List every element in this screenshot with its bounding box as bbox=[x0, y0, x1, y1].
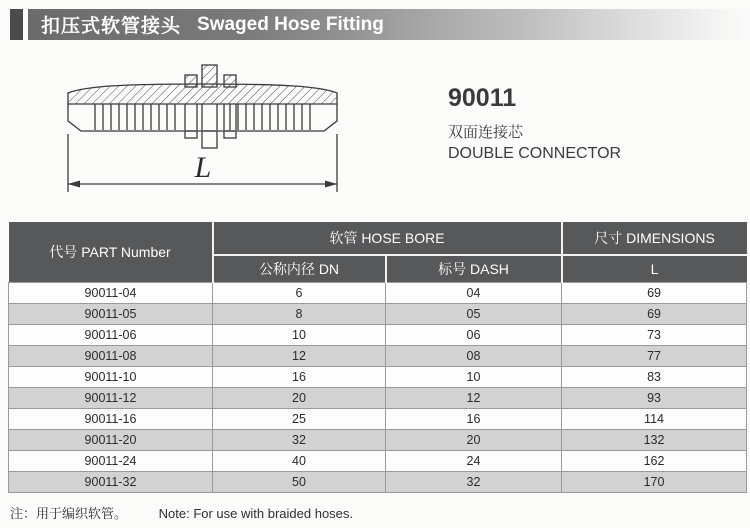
spec-table bbox=[8, 222, 747, 493]
cell-part: 90011-08 bbox=[9, 346, 213, 367]
table-row bbox=[9, 451, 747, 472]
cell-l: 93 bbox=[562, 388, 747, 409]
cell-dn: 25 bbox=[213, 409, 386, 430]
cell-dash: 12 bbox=[386, 388, 562, 409]
footer-note-en: Note: For use with braided hoses. bbox=[158, 506, 354, 521]
spec-table-header bbox=[9, 222, 747, 283]
cell-part: 90011-12 bbox=[9, 388, 213, 409]
cell-l: 162 bbox=[562, 451, 747, 472]
header-hose-bore-group: 软管 HOSE BORE bbox=[213, 222, 562, 255]
header-dash: 标号 DASH bbox=[386, 255, 562, 283]
cell-l: 77 bbox=[562, 346, 747, 367]
table-row bbox=[9, 472, 747, 493]
cell-part: 90011-24 bbox=[9, 451, 213, 472]
header-dn: 公称内径 DN bbox=[213, 255, 386, 283]
cell-part: 90011-16 bbox=[9, 409, 213, 430]
cell-part: 90011-10 bbox=[9, 367, 213, 388]
product-part-number: 90011 bbox=[448, 84, 517, 112]
table-row bbox=[9, 325, 747, 346]
dimension-label: L bbox=[194, 151, 212, 184]
product-name-zh: 双面连接芯 bbox=[448, 124, 524, 141]
cell-l: 83 bbox=[562, 367, 747, 388]
cell-l: 114 bbox=[562, 409, 747, 430]
header-part-number: 代号 PART Number bbox=[9, 222, 213, 283]
cell-dash: 16 bbox=[386, 409, 562, 430]
cell-part: 90011-06 bbox=[9, 325, 213, 346]
table-row bbox=[9, 304, 747, 325]
cell-dn: 50 bbox=[213, 472, 386, 493]
table-row bbox=[9, 409, 747, 430]
fitting-technical-drawing-icon bbox=[55, 56, 350, 204]
product-info bbox=[448, 84, 621, 163]
cell-dash: 24 bbox=[386, 451, 562, 472]
footer-note bbox=[10, 503, 353, 522]
cell-l: 69 bbox=[562, 283, 747, 304]
title-accent-block bbox=[10, 9, 23, 40]
cell-part: 90011-20 bbox=[9, 430, 213, 451]
table-row bbox=[9, 283, 747, 304]
table-row bbox=[9, 388, 747, 409]
spec-table-body bbox=[9, 283, 747, 493]
cell-dn: 20 bbox=[213, 388, 386, 409]
cell-part: 90011-04 bbox=[9, 283, 213, 304]
cell-part: 90011-05 bbox=[9, 304, 213, 325]
header-l: L bbox=[562, 255, 747, 283]
cell-dn: 32 bbox=[213, 430, 386, 451]
cell-dash: 04 bbox=[386, 283, 562, 304]
product-name-en: DOUBLE CONNECTOR bbox=[448, 145, 622, 162]
page-title-zh: 扣压式软管接头 bbox=[41, 16, 182, 37]
table-row bbox=[9, 367, 747, 388]
cell-dash: 32 bbox=[386, 472, 562, 493]
page-title-en: Swaged Hose Fitting bbox=[197, 13, 384, 35]
cell-dash: 06 bbox=[386, 325, 562, 346]
header-dimensions-group: 尺寸 DIMENSIONS bbox=[562, 222, 747, 255]
cell-dash: 20 bbox=[386, 430, 562, 451]
cell-dn: 8 bbox=[213, 304, 386, 325]
cell-dash: 08 bbox=[386, 346, 562, 367]
cell-dn: 16 bbox=[213, 367, 386, 388]
cell-dn: 12 bbox=[213, 346, 386, 367]
cell-dash: 05 bbox=[386, 304, 562, 325]
cell-dn: 6 bbox=[213, 283, 386, 304]
cell-part: 90011-32 bbox=[9, 472, 213, 493]
cell-l: 73 bbox=[562, 325, 747, 346]
cell-l: 69 bbox=[562, 304, 747, 325]
footer-note-zh: 注：用于编织软管。 bbox=[10, 506, 128, 521]
table-row bbox=[9, 346, 747, 367]
table-row bbox=[9, 430, 747, 451]
cell-l: 132 bbox=[562, 430, 747, 451]
cell-dn: 10 bbox=[213, 325, 386, 346]
cell-dash: 10 bbox=[386, 367, 562, 388]
cell-dn: 40 bbox=[213, 451, 386, 472]
page-title-bar bbox=[28, 9, 750, 40]
cell-l: 170 bbox=[562, 472, 747, 493]
